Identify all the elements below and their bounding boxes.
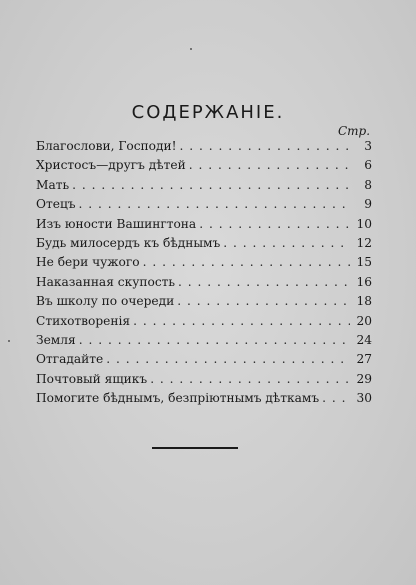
toc-entry[interactable] [36, 292, 372, 311]
dot-leader [140, 253, 350, 272]
toc-entry[interactable] [36, 389, 372, 408]
toc-entry-page: 30 [356, 391, 372, 406]
toc-entry-page: 29 [356, 371, 372, 386]
contents-title: СОДЕРЖАНІЕ. [131, 102, 285, 123]
dot-leader [76, 195, 350, 214]
paper-speck [190, 48, 192, 50]
toc-entry-title: Отгадайте [36, 352, 104, 367]
toc-entry[interactable] [36, 273, 372, 292]
toc-entry-page: 24 [356, 332, 372, 347]
toc-entry[interactable] [36, 215, 372, 234]
dot-leader [196, 215, 350, 234]
page-column-label: Стр. [338, 124, 371, 138]
toc-entry-title: Изъ юности Вашингтона [36, 216, 197, 231]
toc-entry[interactable] [36, 156, 372, 175]
dot-leader [69, 176, 350, 195]
toc-entry-title: Земля [36, 332, 76, 347]
table-of-contents [36, 137, 372, 408]
toc-entry-title: Будь милосердъ къ бѣднымъ [36, 235, 221, 250]
toc-entry-page: 8 [364, 177, 372, 192]
toc-entry-title: Наказанная скупость [36, 274, 176, 289]
toc-entry-page: 16 [356, 274, 372, 289]
toc-entry[interactable] [36, 331, 372, 350]
toc-entry-page: 6 [364, 158, 372, 173]
toc-entry[interactable] [36, 370, 372, 389]
toc-entry-title: Не бери чужого [36, 255, 140, 270]
toc-entry-page: 10 [356, 216, 372, 231]
dot-leader [220, 234, 350, 253]
paper-speck [8, 340, 10, 342]
dot-leader [76, 331, 350, 350]
toc-entry[interactable] [36, 234, 372, 253]
toc-entry-page: 12 [356, 235, 372, 250]
toc-entry-page: 18 [356, 294, 372, 309]
toc-entry-title: Христосъ—другъ дѣтей [36, 158, 186, 173]
toc-entry[interactable] [36, 312, 372, 331]
dot-leader [177, 137, 350, 156]
toc-entry-title: Отецъ [36, 197, 76, 212]
dot-leader [175, 273, 350, 292]
toc-entry[interactable] [36, 137, 372, 156]
toc-entry-page: 20 [356, 313, 372, 328]
toc-entry-title: Помогите бѣднымъ, безпріютнымъ дѣткамъ [36, 391, 320, 406]
closing-rule [152, 447, 238, 449]
toc-entry-title: Въ школу по очереди [36, 294, 175, 309]
dot-leader [186, 156, 350, 175]
dot-leader [319, 389, 350, 408]
toc-entry-title: Мать [36, 177, 70, 192]
toc-entry[interactable] [36, 350, 372, 369]
dot-leader [103, 350, 350, 369]
dot-leader [147, 370, 350, 389]
toc-entry-title: Почтовый ящикъ [36, 371, 148, 386]
toc-entry-page: 3 [364, 139, 372, 153]
toc-entry[interactable] [36, 176, 372, 195]
toc-entry-title: Стихотворенія [36, 313, 131, 328]
toc-entry[interactable] [36, 253, 372, 272]
dot-leader [130, 312, 350, 331]
toc-entry-page: 9 [364, 197, 372, 212]
toc-entry[interactable] [36, 195, 372, 214]
toc-entry-title: Благослови, Господи! [36, 139, 177, 153]
toc-entry-page: 27 [356, 352, 372, 367]
dot-leader [174, 292, 350, 311]
toc-entry-page: 15 [356, 255, 372, 270]
